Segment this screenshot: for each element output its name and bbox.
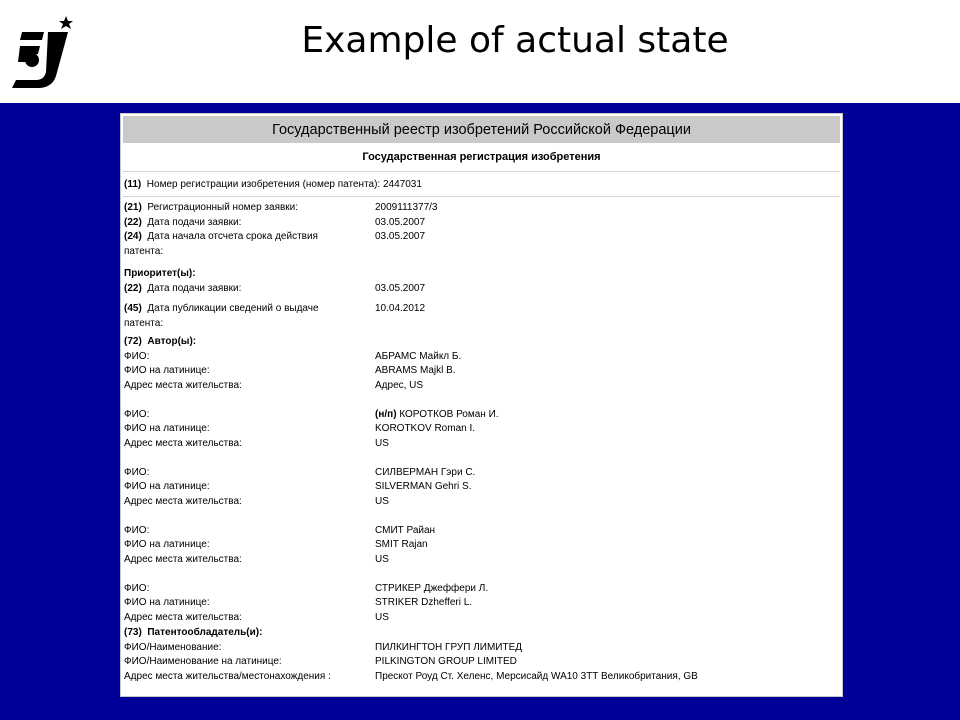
field-label: ФИО: — [124, 582, 150, 594]
author-latin-row — [123, 596, 840, 611]
field-label-continued: патента: — [124, 317, 164, 329]
author-name-row — [123, 582, 840, 597]
author-latin-row — [123, 538, 840, 553]
patent-number-value: 2447031 — [382, 178, 422, 190]
field-value: 10.04.2012 — [375, 303, 426, 314]
author-name: СТРИКЕР Джеффери Л. — [375, 582, 489, 594]
field-code: (22) — [124, 216, 142, 228]
author-address: US — [375, 553, 389, 565]
author-address: Адрес, US — [375, 379, 424, 391]
field-label: Адрес места жительства/местонахождения : — [124, 670, 331, 682]
field-label: Адрес места жительства: — [124, 553, 242, 565]
holder-address: Прескот Роуд Ст. Хеленс, Мерсисайд WA10 3TT Великобритания, GB — [375, 670, 698, 682]
author-address: US — [375, 611, 389, 623]
author-name-row — [123, 408, 840, 423]
application-section — [123, 197, 840, 259]
author-address-row — [123, 611, 840, 626]
field-code: (24) — [124, 231, 142, 242]
author-address: US — [375, 437, 389, 449]
field-label: ФИО на латинице: — [124, 365, 210, 376]
author-address-row — [123, 437, 840, 452]
author-latin-name: KOROTKOV Roman I. — [375, 423, 476, 434]
field-label: ФИО на латинице: — [124, 539, 210, 550]
registry-document — [120, 113, 843, 697]
slide-header — [0, 0, 960, 103]
registration-subtitle: Государственная регистрация изобретения — [123, 143, 840, 172]
slide-title: Example of actual state — [301, 20, 729, 61]
field-label: ФИО/Наименование: — [124, 641, 222, 653]
priority-section — [123, 259, 840, 331]
field-value: 2009111377/3 — [375, 202, 438, 213]
field-label: Адрес места жительства: — [124, 379, 242, 391]
field-row — [123, 302, 840, 331]
authors-heading-label: Автор(ы): — [147, 336, 197, 347]
patent-holder-section — [123, 625, 840, 684]
field-label: Номер регистрации изобретения (номер патента): — [146, 178, 381, 190]
field-label: ФИО на латинице: — [124, 481, 210, 492]
field-label: ФИО: — [124, 408, 150, 420]
authors-heading — [123, 335, 840, 350]
author-name: АБРАМС Майкл Б. — [375, 350, 462, 362]
patent-holder-heading — [123, 626, 840, 641]
field-code: (73) — [124, 627, 142, 638]
author-latin-name: SMIT Rajan — [375, 539, 428, 550]
field-label: Адрес места жительства: — [124, 437, 242, 449]
holder-row — [123, 655, 840, 670]
field-value: 03.05.2007 — [375, 216, 426, 228]
author-address-row — [123, 379, 840, 394]
author-latin-name: ABRAMS Majkl B. — [375, 365, 456, 376]
author-prefix: (н/п) — [375, 408, 397, 420]
author-name-row — [123, 350, 840, 365]
author-latin-name: SILVERMAN Gehri S. — [375, 481, 472, 492]
holder-row — [123, 641, 840, 656]
authors-section — [123, 331, 840, 625]
field-label: Адрес места жительства: — [124, 611, 242, 623]
field-row — [123, 282, 840, 297]
patent-holder-heading-label: Патентообладатель(и): — [147, 627, 263, 638]
field-row — [123, 230, 840, 259]
author-name-row — [123, 466, 840, 481]
field-value: 03.05.2007 — [375, 282, 426, 294]
author-latin-row — [123, 364, 840, 379]
field-label: ФИО на латинице: — [124, 423, 210, 434]
field-label: Регистрационный номер заявки: — [147, 202, 299, 213]
holder-row — [123, 670, 840, 685]
holder-name: ПИЛКИНГТОН ГРУП ЛИМИТЕД — [375, 641, 523, 653]
field-label: ФИО: — [124, 350, 150, 362]
field-label: ФИО: — [124, 466, 150, 478]
author-name: СИЛВЕРМАН Гэри С. — [375, 466, 476, 478]
field-code: (22) — [124, 282, 142, 294]
field-label-continued: патента: — [124, 245, 164, 257]
author-address-row — [123, 495, 840, 510]
field-code: (11) — [124, 178, 142, 190]
field-code: (21) — [124, 202, 142, 213]
author-name: СМИТ Райан — [375, 524, 436, 536]
author-latin-row — [123, 422, 840, 437]
field-code: (45) — [124, 303, 142, 314]
field-row — [123, 201, 840, 216]
field-row — [123, 216, 840, 231]
priority-heading: Приоритет(ы): — [124, 268, 196, 279]
field-code: (72) — [124, 336, 142, 347]
author-address-row — [123, 553, 840, 568]
patent-number-line — [123, 172, 840, 197]
field-label: Дата подачи заявки: — [147, 216, 242, 228]
field-label: ФИО: — [124, 524, 150, 536]
field-label: Дата публикации сведений о выдаче — [147, 303, 319, 314]
field-label: ФИО на латинице: — [124, 597, 210, 608]
author-latin-name: STRIKER Dzhefferi L. — [375, 597, 473, 608]
registry-title: Государственный реестр изобретений Российской Федерации — [123, 116, 840, 143]
holder-latin-name: PILKINGTON GROUP LIMITED — [375, 656, 517, 667]
author-name: КОРОТКОВ Роман И. — [399, 408, 499, 420]
slide-background — [0, 103, 960, 720]
author-latin-row — [123, 480, 840, 495]
field-label: Дата начала отсчета срока действия — [147, 231, 318, 242]
field-label: Дата подачи заявки: — [147, 282, 242, 294]
field-label: ФИО/Наименование на латинице: — [124, 656, 282, 667]
field-label: Адрес места жительства: — [124, 495, 242, 507]
author-address: US — [375, 495, 389, 507]
field-value: 03.05.2007 — [375, 231, 426, 242]
author-name-row — [123, 524, 840, 539]
